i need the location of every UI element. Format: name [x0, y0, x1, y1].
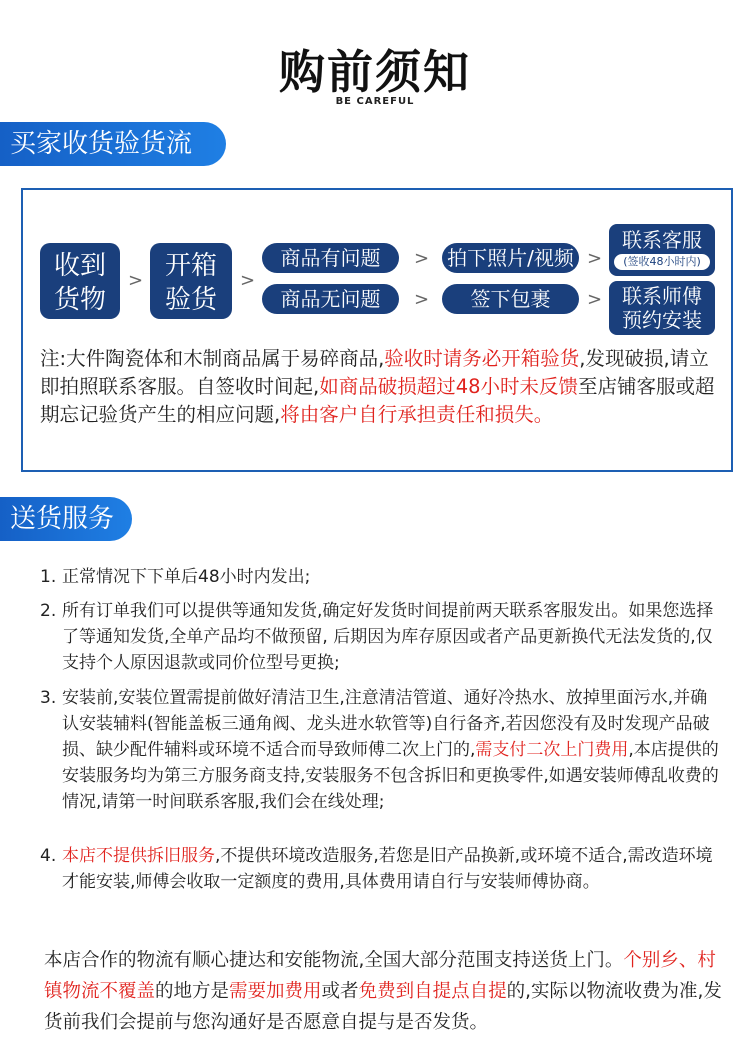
- note-text: 注:大件陶瓷体和木制商品属于易碎商品,: [40, 347, 385, 370]
- note-highlight: 如商品破损超过48小时未反馈: [319, 375, 579, 398]
- logistics-text: 或者: [321, 981, 359, 1002]
- flow-step-unbox: [150, 243, 232, 319]
- note-text: 至店铺客服或超期忘记验货产生的相应问题,: [40, 375, 715, 426]
- item-text: 安装前,安装位置需提前做好清洁卫生,注意清洁管道、通好冷热水、放掉里面污水,并确认安装辅料(智能盖板三通角阀、龙头进水软管等)自行备齐,若因您没有及时发现产品破损、缺少配件辅料或环境不适合而导致师傅二次上门的,: [62, 688, 710, 760]
- note-highlight: 验收时请务必开箱验货: [384, 347, 580, 370]
- item-number: 3.: [40, 688, 57, 708]
- item-text: 所有订单我们可以提供等通知发货,确定好发货时间提前两天联系客服发出。如果您选择了等通知发货,全单产品均不做预留, 后期因为库存原因或者产品更新换代无法发货的,仅支持个人原因退款或同价位型号更换;: [62, 601, 714, 673]
- logistics-text: 的,实际以物流收费为准,发货前我们会提前与您沟通好是否愿意自提与是否发货。: [44, 981, 722, 1033]
- contact-technician-line1: 联系师傅: [622, 284, 702, 308]
- contact-technician-line2: 预约安装: [622, 308, 702, 332]
- flow-arrow-icon: >: [587, 289, 603, 310]
- contact-service-note: (签收48小时内): [614, 254, 710, 270]
- flow-step-contact-technician: [609, 281, 715, 335]
- logistics-note: [44, 945, 724, 1038]
- page-subtitle: BE CAREFUL: [335, 96, 415, 107]
- flow-arrow-icon: >: [587, 248, 603, 269]
- item-text: ,本店提供的安装服务均为第三方服务商支持,安装服务不包含拆旧和更换零件,如遇安装师傅乱收费的情况,请第一时间联系客服,我们会在线处理;: [62, 740, 719, 812]
- flow-step-unbox-line2: 验货: [164, 285, 217, 315]
- logistics-text: 的地方是: [155, 981, 230, 1002]
- logistics-highlight: 需要加费用: [229, 981, 322, 1002]
- logistics-highlight: 个别乡、村镇物流不覆盖: [44, 950, 716, 1002]
- flow-step-has-problem: 商品有问题: [262, 243, 399, 273]
- inspection-note: [40, 345, 720, 429]
- flow-arrow-icon: >: [240, 270, 256, 291]
- item-highlight: 需支付二次上门费用: [475, 740, 629, 760]
- item-text: 正常情况下下单后48小时内发出;: [62, 567, 311, 587]
- flow-step-receive: [40, 243, 120, 319]
- flow-step-unbox-line1: 开箱: [164, 251, 217, 281]
- delivery-item: [40, 564, 720, 590]
- item-text-wrap: [40, 685, 720, 815]
- section-heading-delivery: 送货服务: [0, 497, 132, 541]
- delivery-item: [40, 685, 720, 815]
- item-number: 4.: [40, 846, 57, 866]
- section-heading-inspection: 买家收货验货流程: [0, 122, 226, 166]
- logistics-text: 本店合作的物流有顺心捷达和安能物流,全国大部分范围支持送货上门。: [44, 950, 624, 971]
- delivery-item: [40, 598, 720, 676]
- note-highlight: 将由客户自行承担责任和损失。: [280, 403, 554, 426]
- flow-step-photo: 拍下照片/视频: [442, 243, 579, 273]
- contact-service-label: 联系客服: [622, 228, 702, 252]
- logistics-highlight: 免费到自提点自提: [358, 981, 507, 1002]
- note-text: ,发现破损,请立即拍照联系客服。自签收时间起,: [40, 347, 709, 398]
- flow-arrow-icon: >: [414, 248, 430, 269]
- item-number: 1.: [40, 567, 57, 587]
- page-title: 购前须知: [279, 45, 471, 99]
- flow-step-no-problem: 商品无问题: [262, 284, 399, 314]
- item-highlight: 本店不提供拆旧服务: [62, 846, 215, 866]
- flow-step-sign: 签下包裹: [442, 284, 579, 314]
- flow-step-receive-line2: 货物: [53, 285, 106, 315]
- flow-step-receive-line1: 收到: [53, 251, 106, 281]
- item-text-wrap: [40, 843, 720, 895]
- item-text: ,不提供环境改造服务,若您是旧产品换新,或环境不适合,需改造环境才能安装,师傅会收取一定额度的费用,具体费用请自行与安装师傅协商。: [62, 846, 713, 892]
- item-number: 2.: [40, 601, 57, 621]
- delivery-item: [40, 843, 720, 895]
- flow-arrow-icon: >: [128, 270, 144, 291]
- flow-step-contact-service: [609, 224, 715, 276]
- flow-arrow-icon: >: [414, 289, 430, 310]
